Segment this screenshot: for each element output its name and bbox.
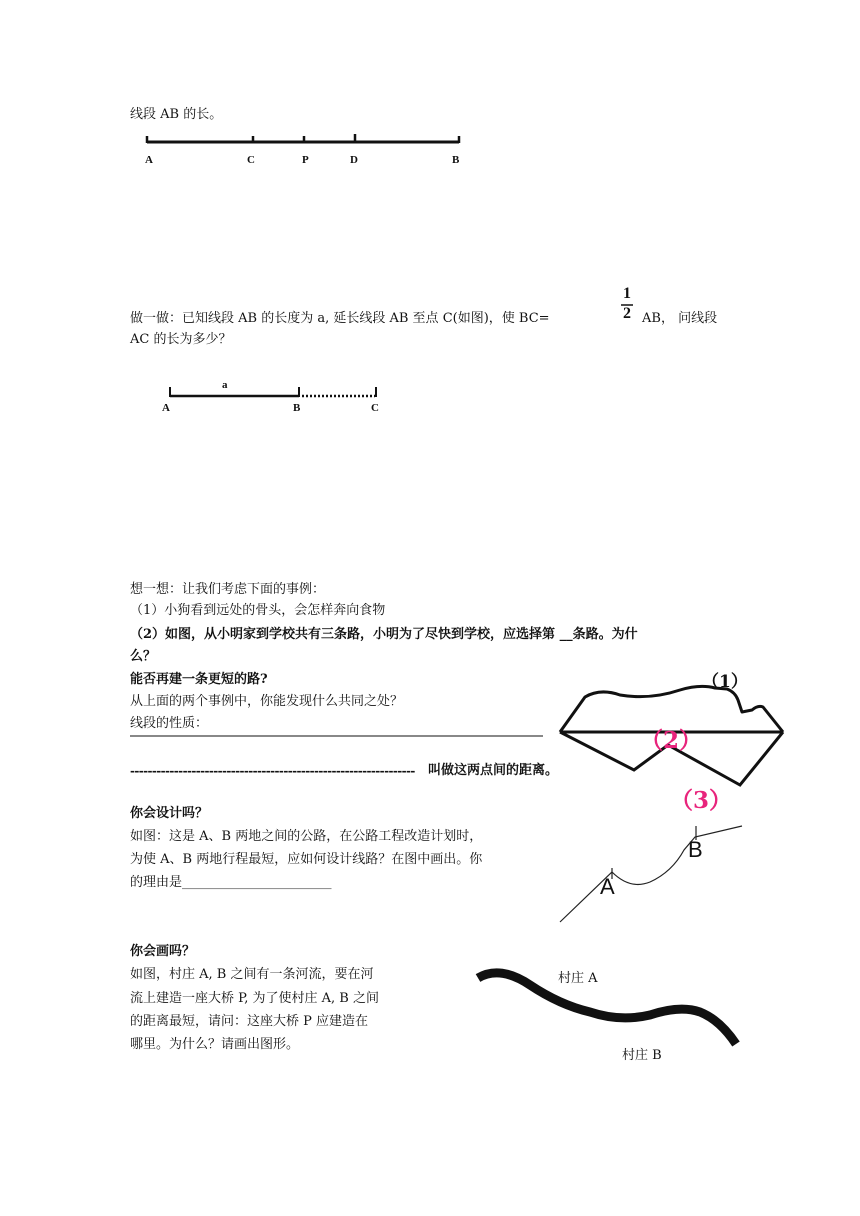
exercise-line-1b: AB， 问线段 <box>642 311 718 326</box>
think-line-2: （1）小狗看到远处的骨头，会怎样奔向食物 <box>130 603 386 618</box>
draw-title: 你会画吗？ <box>130 944 196 959</box>
point-label-b2: B <box>293 402 301 414</box>
think-line-4: 么？ <box>130 649 157 664</box>
design-line-2: 为使 A、B 两地行程最短，应如何设计线路？在图中画出。你 <box>130 852 483 867</box>
road-label-a: A <box>600 874 615 899</box>
exercise-line-2: AC 的长为多少？ <box>130 332 232 347</box>
draw-line-2: 流上建造一座大桥 P, 为了使村庄 A, B 之间 <box>130 991 379 1006</box>
think-line-1: 想一想：让我们考虑下面的事例： <box>130 582 326 597</box>
point-label-p: P <box>302 154 309 166</box>
route-label-2: （2） <box>640 727 703 754</box>
road-label-b: B <box>688 837 703 862</box>
think-line-3: （2）如图，从小明家到学校共有三条路，小明为了尽快到学校，应选择第 __条路。为什 <box>130 627 638 642</box>
exercise-line-1a: 做一做：已知线段 AB 的长度为 a, 延长线段 AB 至点 C(如图)，使 BC= <box>130 311 550 326</box>
point-label-c: C <box>247 154 255 166</box>
fraction-denominator: 2 <box>623 305 631 322</box>
think-line-6: 从上面的两个事例中，你能发现什么共同之处？ <box>130 694 404 709</box>
point-label-b: B <box>452 154 460 166</box>
design-title: 你会设计吗？ <box>130 806 209 821</box>
think-line-7: 线段的性质： <box>130 716 209 731</box>
draw-line-1: 如图，村庄 A, B 之间有一条河流，要在河 <box>130 967 374 982</box>
distance-line-dashes: ----------------------------------------------------------------- <box>130 764 415 778</box>
draw-line-3: 的距离最短，请问：这座大桥 P 应建造在 <box>130 1014 369 1029</box>
segment-label-a-length: a <box>222 379 228 391</box>
route-label-1: （1） <box>702 672 748 692</box>
point-label-a2: A <box>162 402 170 414</box>
point-label-a: A <box>145 154 153 166</box>
village-a-label: 村庄 A <box>558 971 598 986</box>
think-line-5: 能否再建一条更短的路? <box>130 672 268 687</box>
point-label-d: D <box>350 154 358 166</box>
point-label-c2: C <box>371 402 379 414</box>
distance-line-text: 叫做这两点间的距离。 <box>428 763 559 778</box>
design-line-3: 的理由是_______________________ <box>130 875 332 890</box>
village-b-label: 村庄 B <box>622 1048 662 1063</box>
design-line-1: 如图：这是 A、B 两地之间的公路，在公路工程改造计划时， <box>130 829 483 844</box>
segment-text: 线段 AB 的长。 <box>130 107 223 122</box>
route-label-3: （3） <box>670 787 733 814</box>
draw-line-4: 哪里。为什么？请画出图形。 <box>130 1037 300 1052</box>
fraction-numerator: 1 <box>623 285 631 302</box>
